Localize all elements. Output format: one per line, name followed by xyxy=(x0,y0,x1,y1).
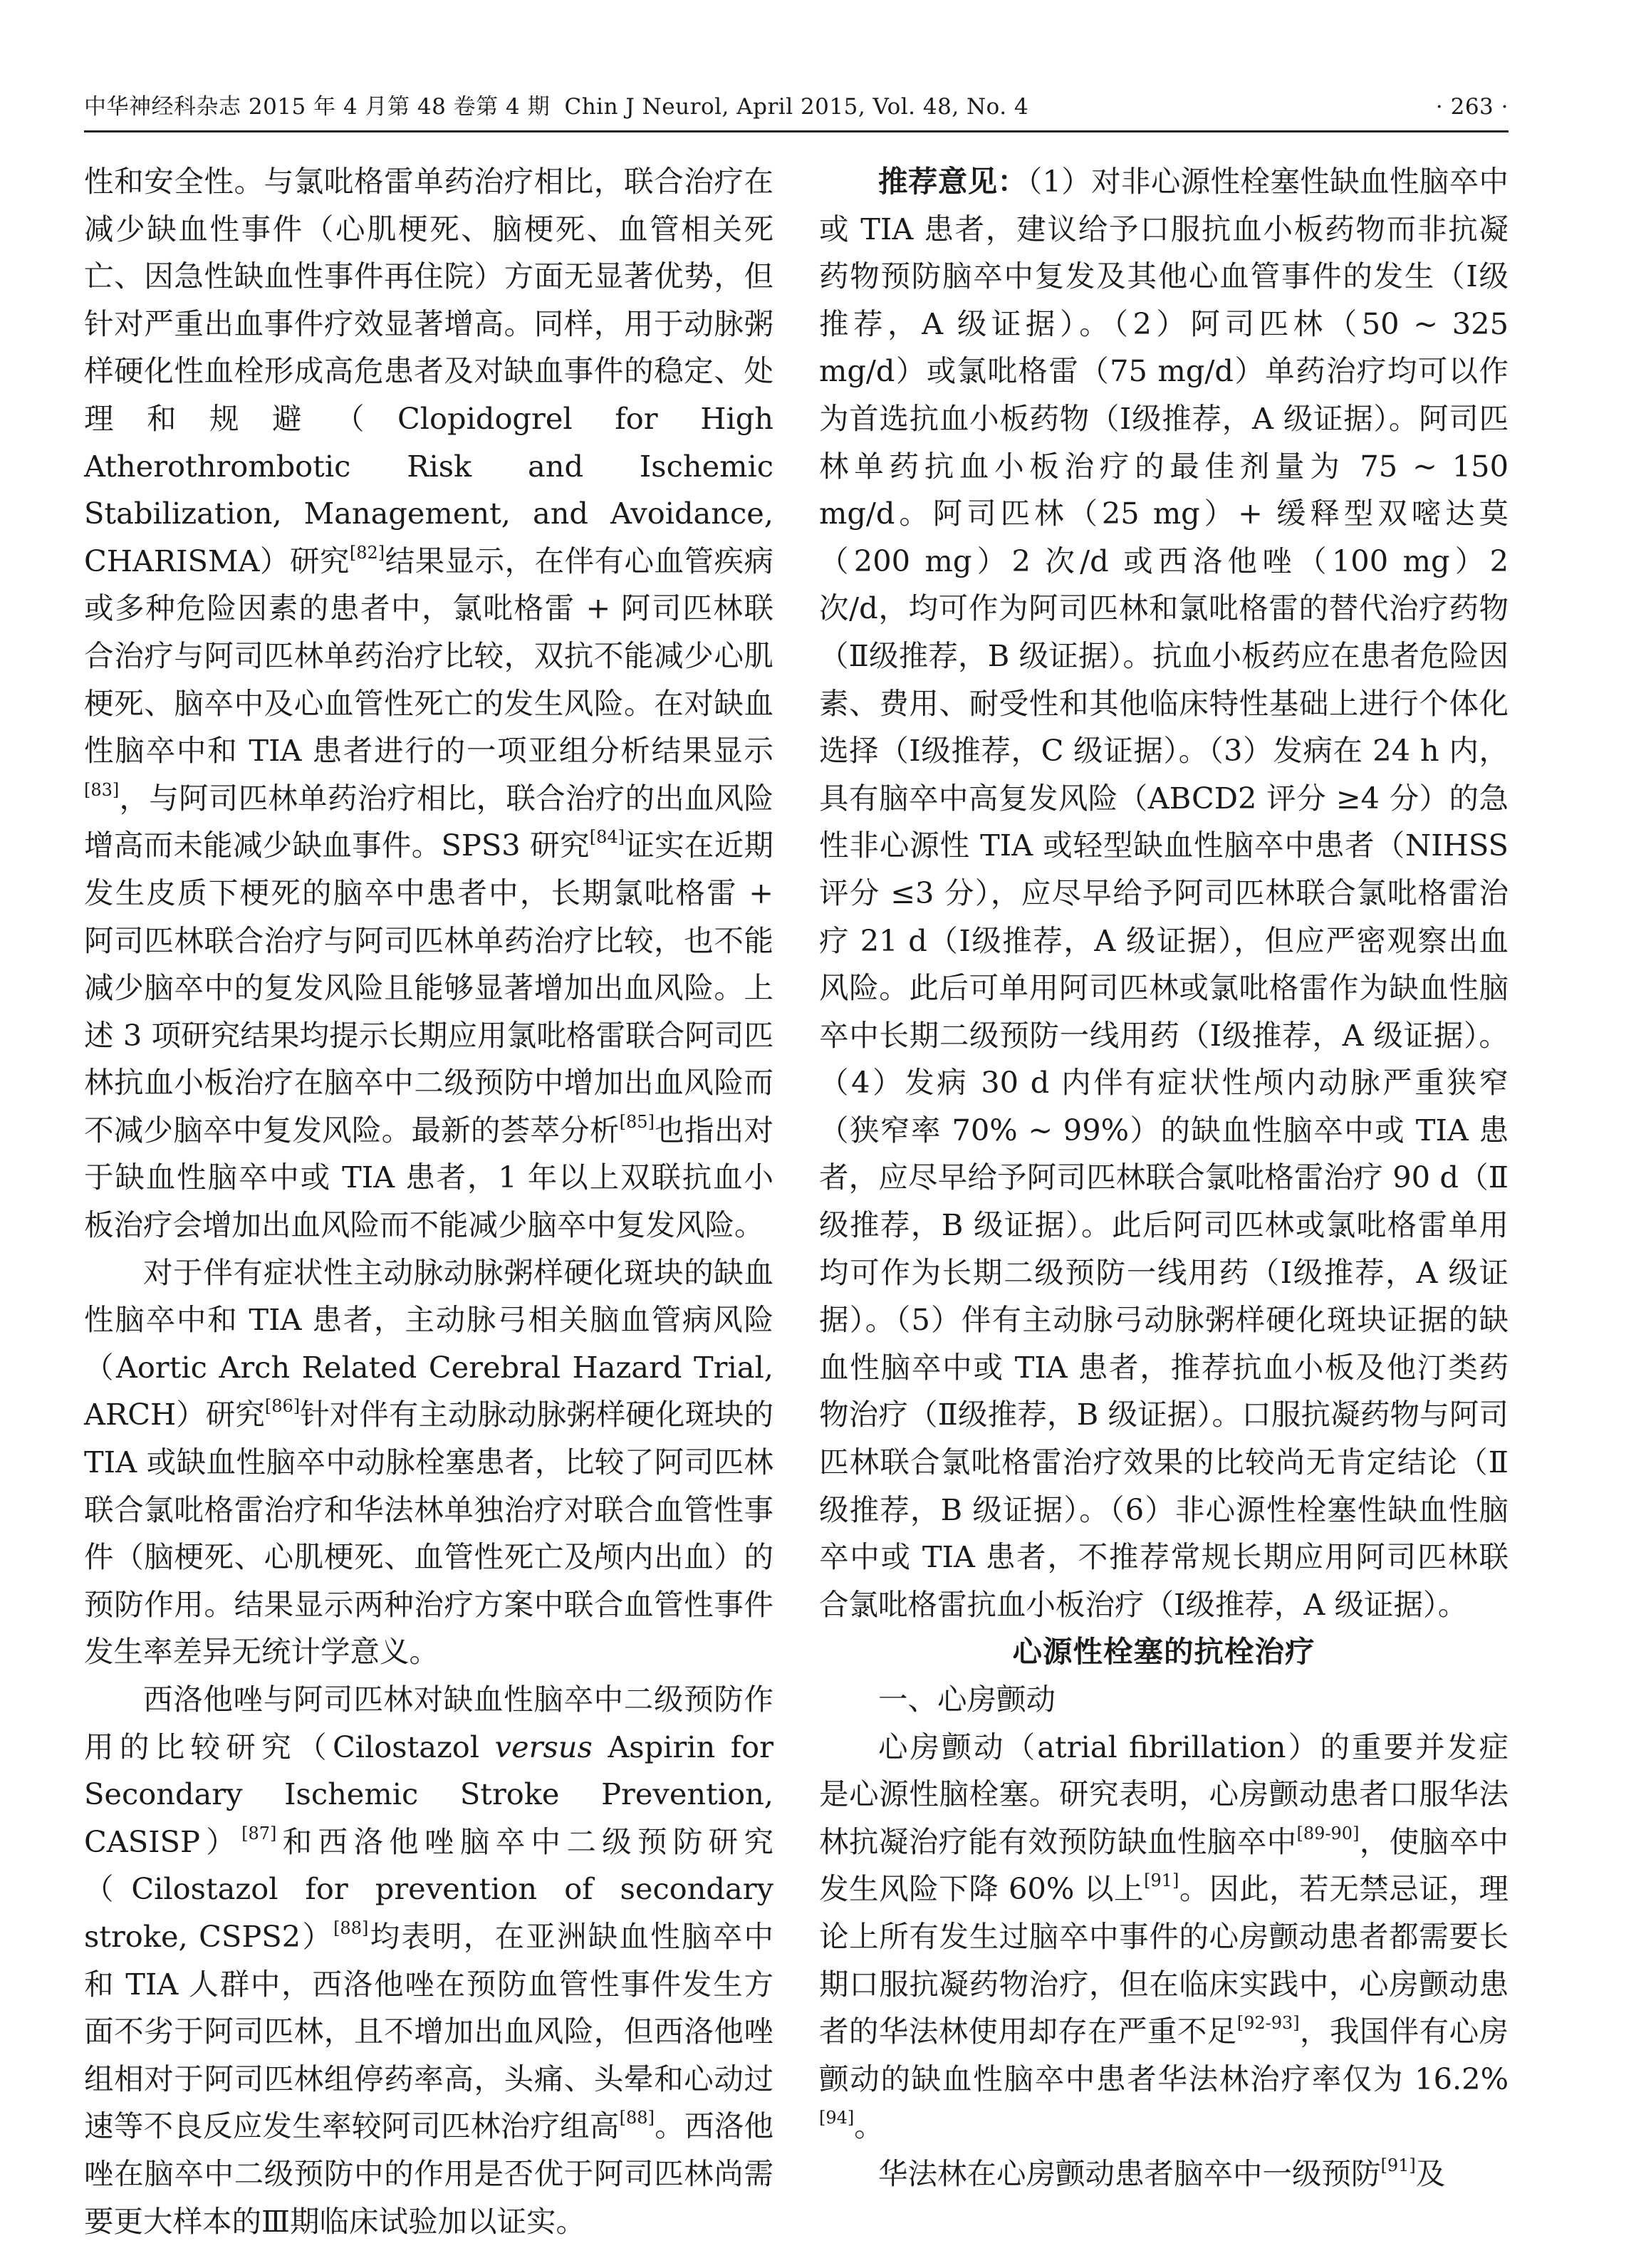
section-title: 心源性栓塞的抗栓治疗 xyxy=(1012,1634,1316,1670)
citation-86: [86] xyxy=(264,1396,301,1417)
paragraph-cilostazol: 西洛他唑与阿司匹林对缺血性脑卒中二级预防作用的比较研究（Cilostazol versus Aspirin for Secondary Ischemic Stroke Prevention, CASISP）[87]和西洛他唑脑卒中二级预防研究（Cilostazol for prevention of secondary stroke, CSPS2）[88]均表明，在亚洲缺血性脑卒中和 TIA 人群中，西洛他唑在预防血管性事件发生方面不劣于阿司匹林，且不增加出血风险，但西洛他唑组相对于阿司匹林组停药率高，头痛、头晕和心动过速等不良反应发生率较阿司匹林治疗组高[88]。西洛他唑在脑卒中二级预防中的作用是否优于阿司匹林尚需要更大样本的Ⅲ期临床试验加以证实。 xyxy=(84,1682,773,2239)
citation-94: [94] xyxy=(819,2108,855,2128)
paragraph-atrial-fibrillation: 心房颤动（atrial fibrillation）的重要并发症是心源性脑栓塞。研究表明，心房颤动患者口服华法林抗凝治疗能有效预防缺血性脑卒中[89-90]，使脑卒中发生风险下降 60% 以上[91]。因此，若无禁忌证，理论上所有发生过脑卒中事件的心房颤动患者都需要长期口服抗凝药物治疗，但在临床实践中，心房颤动患者的华法林使用却存在严重不足[92-93]，我国伴有心房颤动的缺血性脑卒中患者华法林治疗率仅为 16.2%[94]。 xyxy=(819,1729,1509,2144)
citation-82: [82] xyxy=(349,542,385,563)
journal-citation xyxy=(84,84,1036,130)
paragraph-dual-antiplatelet: 性和安全性。与氯吡格雷单药治疗相比，联合治疗在减少缺血性事件（心肌梗死、脑梗死、血管相关死亡、因急性缺血性事件再住院）方面无显著优势，但针对严重出血事件疗效显著增高。同样，用于动脉粥样硬化性血栓形成高危患者及对缺血事件的稳定、处理和规避（Clopidogrel for High Atherothrombotic Risk and Ischemic Stabilization, Management, and Avoidance, CHARISMA）研究[82]结果显示，在伴有心血管疾病或多种危险因素的患者中，氯吡格雷 + 阿司匹林联合治疗与阿司匹林单药治疗比较，双抗不能减少心肌梗死、脑卒中及心血管性死亡的发生风险。在对缺血性脑卒中和 TIA 患者进行的一项亚组分析结果显示[83]，与阿司匹林单药治疗相比，联合治疗的出血风险增高而未能减少缺血事件。SPS3 研究[84]证实在近期发生皮质下梗死的脑卒中患者中，长期氯吡格雷 + 阿司匹林联合治疗与阿司匹林单药治疗比较，也不能减少脑卒中的复发风险且能够显著增加出血风险。上述 3 项研究结果均提示长期应用氯吡格雷联合阿司匹林抗血小板治疗在脑卒中二级预防中增加出血风险而不减少脑卒中复发风险。最新的荟萃分析[85]也指出对于缺血性脑卒中或 TIA 患者，1 年以上双联抗血小板治疗会增加出血风险而不能减少脑卒中复发风险。 xyxy=(84,164,773,1243)
recommendations-paragraph: 推荐意见：（1）对非心源性栓塞性缺血性脑卒中或 TIA 患者，建议给予口服抗血小板药物而非抗凝药物预防脑卒中复发及其他心血管事件的发生（Ⅰ级推荐，A 级证据）。（2）阿司匹林（50 ~ 325 mg/d）或氯吡格雷（75 mg/d）单药治疗均可以作为首选抗血小板药物（Ⅰ级推荐，A 级证据）。阿司匹林单药抗血小板治疗的最佳剂量为 75 ~ 150 mg/d。阿司匹林（25 mg）+ 缓释型双嘧达莫（200 mg）2 次/d 或西洛他唑（100 mg）2 次/d，均可作为阿司匹林和氯吡格雷的替代治疗药物（Ⅱ级推荐，B 级证据）。抗血小板药应在患者危险因素、费用、耐受性和其他临床特性基础上进行个体化选择（Ⅰ级推荐，C 级证据）。（3）发病在 24 h 内，具有脑卒中高复发风险（ABCD2 评分 ≥4 分）的急性非心源性 TIA 或轻型缺血性脑卒中患者（NIHSS 评分 ≤3 分），应尽早给予阿司匹林联合氯吡格雷治疗 21 d（Ⅰ级推荐，A 级证据），但应严密观察出血风险。此后可单用阿司匹林或氯吡格雷作为缺血性脑卒中长期二级预防一线用药（Ⅰ级推荐，A 级证据）。（4）发病 30 d 内伴有症状性颅内动脉严重狭窄（狭窄率 70% ~ 99%）的缺血性脑卒中或 TIA 患者，应尽早给予阿司匹林联合氯吡格雷治疗 90 d（Ⅱ级推荐，B 级证据）。此后阿司匹林或氯吡格雷单用均可作为长期二级预防一线用药（Ⅰ级推荐，A 级证据）。（5）伴有主动脉弓动脉粥样硬化斑块证据的缺血性脑卒中或 TIA 患者，推荐抗血小板及他汀类药物治疗（Ⅱ级推荐，B 级证据）。口服抗凝药物与阿司匹林联合氯吡格雷治疗效果的比较尚无肯定结论（Ⅱ级推荐，B 级证据）。（6）非心源性栓塞性缺血性脑卒中或 TIA 患者，不推荐常规长期应用阿司匹林联合氯吡格雷抗血小板治疗（Ⅰ级推荐，A 级证据）。 xyxy=(819,164,1509,1622)
citation-92-93: [92-93] xyxy=(1236,2013,1300,2034)
paragraph-warfarin-prevention: 华法林在心房颤动患者脑卒中一级预防[91]及 xyxy=(878,2155,1446,2191)
citation-84: [84] xyxy=(589,827,625,848)
left-column xyxy=(84,158,773,2245)
citation-91: [91] xyxy=(1144,1871,1179,1891)
citation-88: [88] xyxy=(619,2108,655,2128)
citation-83: [83] xyxy=(84,779,120,800)
right-column xyxy=(819,158,1509,2198)
citation-87: [87] xyxy=(241,1823,277,1843)
running-header xyxy=(84,84,1509,130)
citation-85: [85] xyxy=(619,1111,655,1132)
page-number: · 263 · xyxy=(1435,94,1509,120)
citation-91: [91] xyxy=(1380,2155,1416,2175)
citation-88: [88] xyxy=(333,1918,369,1938)
subsection-heading: 一、心房颤动 xyxy=(878,1682,1056,1717)
journal-name-cn: 中华神经科杂志 2015 年 4 月第 48 卷第 4 期 xyxy=(84,94,551,120)
header-rule xyxy=(84,130,1509,132)
journal-name-en: Chin J Neurol, April 2015, Vol. 48, No. 4 xyxy=(564,94,1029,120)
paragraph-aortic-arch: 对于伴有症状性主动脉动脉粥样硬化斑块的缺血性脑卒中和 TIA 患者，主动脉弓相关脑血管病风险（Aortic Arch Related Cerebral Hazard Trial, ARCH）研究[86]针对伴有主动脉动脉粥样硬化斑块的 TIA 或缺血性脑卒中动脉栓塞患者，比较了阿司匹林联合氯吡格雷治疗和华法林单独治疗对联合血管性事件（脑梗死、心肌梗死、血管性死亡及颅内出血）的预防作用。结果显示两种治疗方案中联合血管性事件发生率差异无统计学意义。 xyxy=(84,1254,773,1670)
recommendation-label: 推荐意见： xyxy=(878,164,1028,199)
citation-89-90: [89-90] xyxy=(1296,1823,1360,1843)
